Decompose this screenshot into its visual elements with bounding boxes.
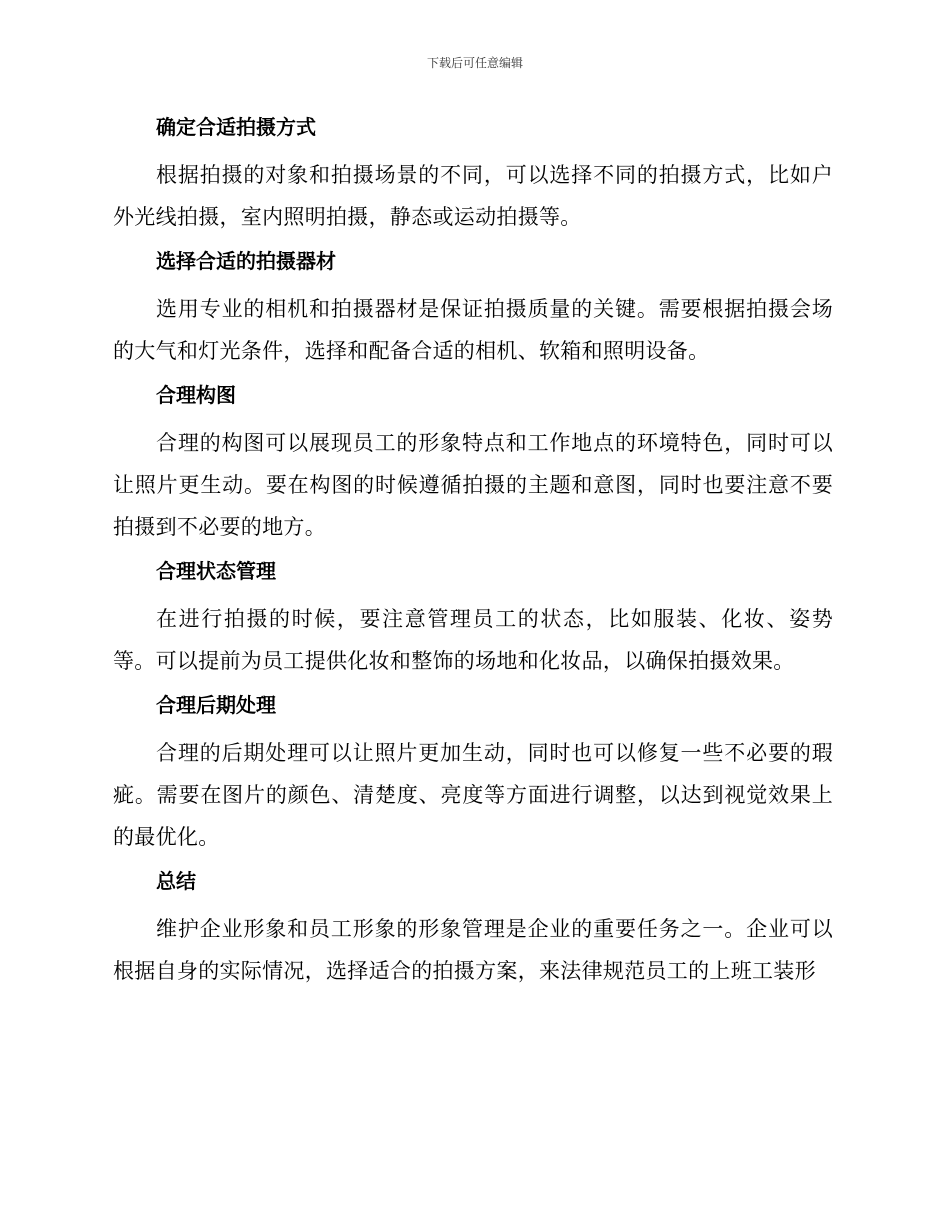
section-heading: 选择合适的拍摄器材 [156,249,336,273]
section-paragraph: 根据拍摄的对象和拍摄场景的不同，可以选择不同的拍摄方式，比如户外光线拍摄，室内照明拍摄，静态或运动拍摄等。 [113,163,833,229]
document-body [113,110,833,998]
page-header: 下载后可任意编辑 [426,56,523,70]
section-heading: 合理后期处理 [156,693,276,717]
section-state-management [113,554,833,682]
section-paragraph: 维护企业形象和员工形象的形象管理是企业的重要任务之一。企业可以根据自身的实际情况，选择适合的拍摄方案，来法律规范员工的上班工装形 [113,917,833,983]
section-composition [113,378,833,548]
section-paragraph: 合理的构图可以展现员工的形象特点和工作地点的环境特色，同时可以让照片更生动。要在构图的时候遵循拍摄的主题和意图，同时也要注意不要拍摄到不必要的地方。 [113,431,833,539]
section-paragraph: 合理的后期处理可以让照片更加生动，同时也可以修复一些不必要的瑕疵。需要在图片的颜色、清楚度、亮度等方面进行调整，以达到视觉效果上的最优化。 [113,741,833,849]
section-heading: 合理构图 [156,383,236,407]
section-shooting-method [113,110,833,238]
section-post-processing [113,688,833,858]
section-heading: 总结 [156,869,196,893]
section-heading: 合理状态管理 [156,559,276,583]
section-heading: 确定合适拍摄方式 [156,115,316,139]
section-equipment [113,244,833,372]
section-paragraph: 选用专业的相机和拍摄器材是保证拍摄质量的关键。需要根据拍摄会场的大气和灯光条件，选择和配备合适的相机、软箱和照明设备。 [113,297,833,363]
section-summary [113,864,833,992]
section-paragraph: 在进行拍摄的时候，要注意管理员工的状态，比如服装、化妆、姿势等。可以提前为员工提供化妆和整饰的场地和化妆品，以确保拍摄效果。 [113,607,833,673]
